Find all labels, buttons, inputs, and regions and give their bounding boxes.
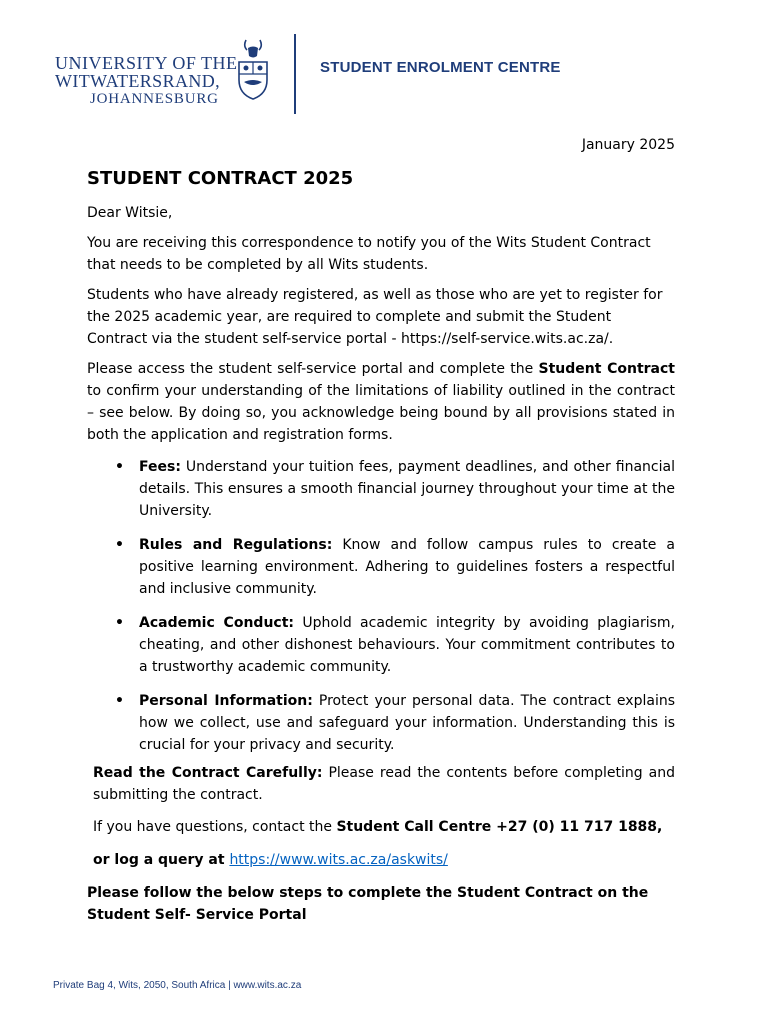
- header-divider: [294, 34, 296, 114]
- paragraph-instructions: [87, 358, 675, 446]
- call-centre-number: Student Call Centre +27 (0) 11 717 1888,: [336, 819, 663, 835]
- bullet-text: Understand your tuition fees, payment deadlines, and other financial details. This ensures a smooth financial journey throughout your time at the University.: [139, 459, 675, 519]
- bullet-label: Fees:: [139, 459, 181, 475]
- university-wordmark: [55, 54, 238, 108]
- list-item: [139, 534, 675, 600]
- bullet-label: Academic Conduct:: [139, 615, 294, 631]
- university-crest-icon: [235, 36, 271, 102]
- questions-paragraph: [87, 816, 675, 838]
- bullet-label: Personal Information:: [139, 693, 313, 709]
- bullet-text: Uphold academic integrity by avoiding plagiarism, cheating, and other dishonest behaviours. Your commitment contributes to a trustworthy academic community.: [139, 615, 675, 675]
- read-carefully-text: Please read the contents before completing and submitting the contract.: [93, 765, 675, 803]
- list-item: [139, 612, 675, 678]
- letter-body: [87, 130, 675, 926]
- paragraph-notification: You are receiving this correspondence to notify you of the Wits Student Contract that needs to be completed by all Wits students.: [87, 235, 651, 273]
- bullet-text: Know and follow campus rules to create a positive learning environment. Adhering to guidelines fosters a respectful and inclusive community.: [139, 537, 675, 597]
- contract-topics-list: [87, 456, 675, 756]
- instructions-text-end: to confirm your understanding of the limitations of liability outlined in the contract – see below. By doing so, you acknowledge being bound by all provisions stated in both the application and registration forms.: [87, 383, 675, 443]
- letter-date: January 2025: [581, 137, 675, 153]
- greeting: Dear Witsie,: [87, 205, 173, 221]
- instructions-text-start: Please access the student self-service portal and complete the: [87, 361, 539, 377]
- letterhead: [0, 0, 768, 125]
- bullet-label: Rules and Regulations:: [139, 537, 333, 553]
- university-name-line1: UNIVERSITY OF THE: [55, 53, 238, 73]
- letter-title: STUDENT CONTRACT 2025: [87, 168, 354, 189]
- university-name-line2: WITWATERSRAND,: [55, 71, 221, 91]
- instructions-bold: Student Contract: [538, 361, 675, 377]
- list-item: [139, 690, 675, 756]
- questions-text: If you have questions, contact the: [93, 819, 337, 835]
- query-paragraph: [87, 849, 675, 871]
- bullet-text: Protect your personal data. The contract explains how we collect, use and safeguard your information. Understanding this is crucial for your privacy and security.: [139, 693, 675, 753]
- query-label: or log a query at: [93, 852, 230, 868]
- paragraph-registration: Students who have already registered, as well as those who are yet to register for the 2025 academic year, are required to complete and submit the Student Contract via the student self-service portal - https://self-service.wits.ac.za/.: [87, 287, 663, 347]
- read-carefully-label: Read the Contract Carefully:: [93, 765, 323, 781]
- university-name-line3: JOHANNESBURG: [90, 91, 219, 107]
- footer-address: Private Bag 4, Wits, 2050, South Africa | www.wits.ac.za: [53, 980, 302, 991]
- list-item: [139, 456, 675, 522]
- read-carefully-paragraph: [87, 762, 675, 806]
- askwits-link[interactable]: https://www.wits.ac.za/askwits/: [229, 852, 448, 868]
- steps-heading: Please follow the below steps to complete the Student Contract on the Student Self- Service Portal: [87, 885, 649, 923]
- department-name: STUDENT ENROLMENT CENTRE: [320, 59, 561, 76]
